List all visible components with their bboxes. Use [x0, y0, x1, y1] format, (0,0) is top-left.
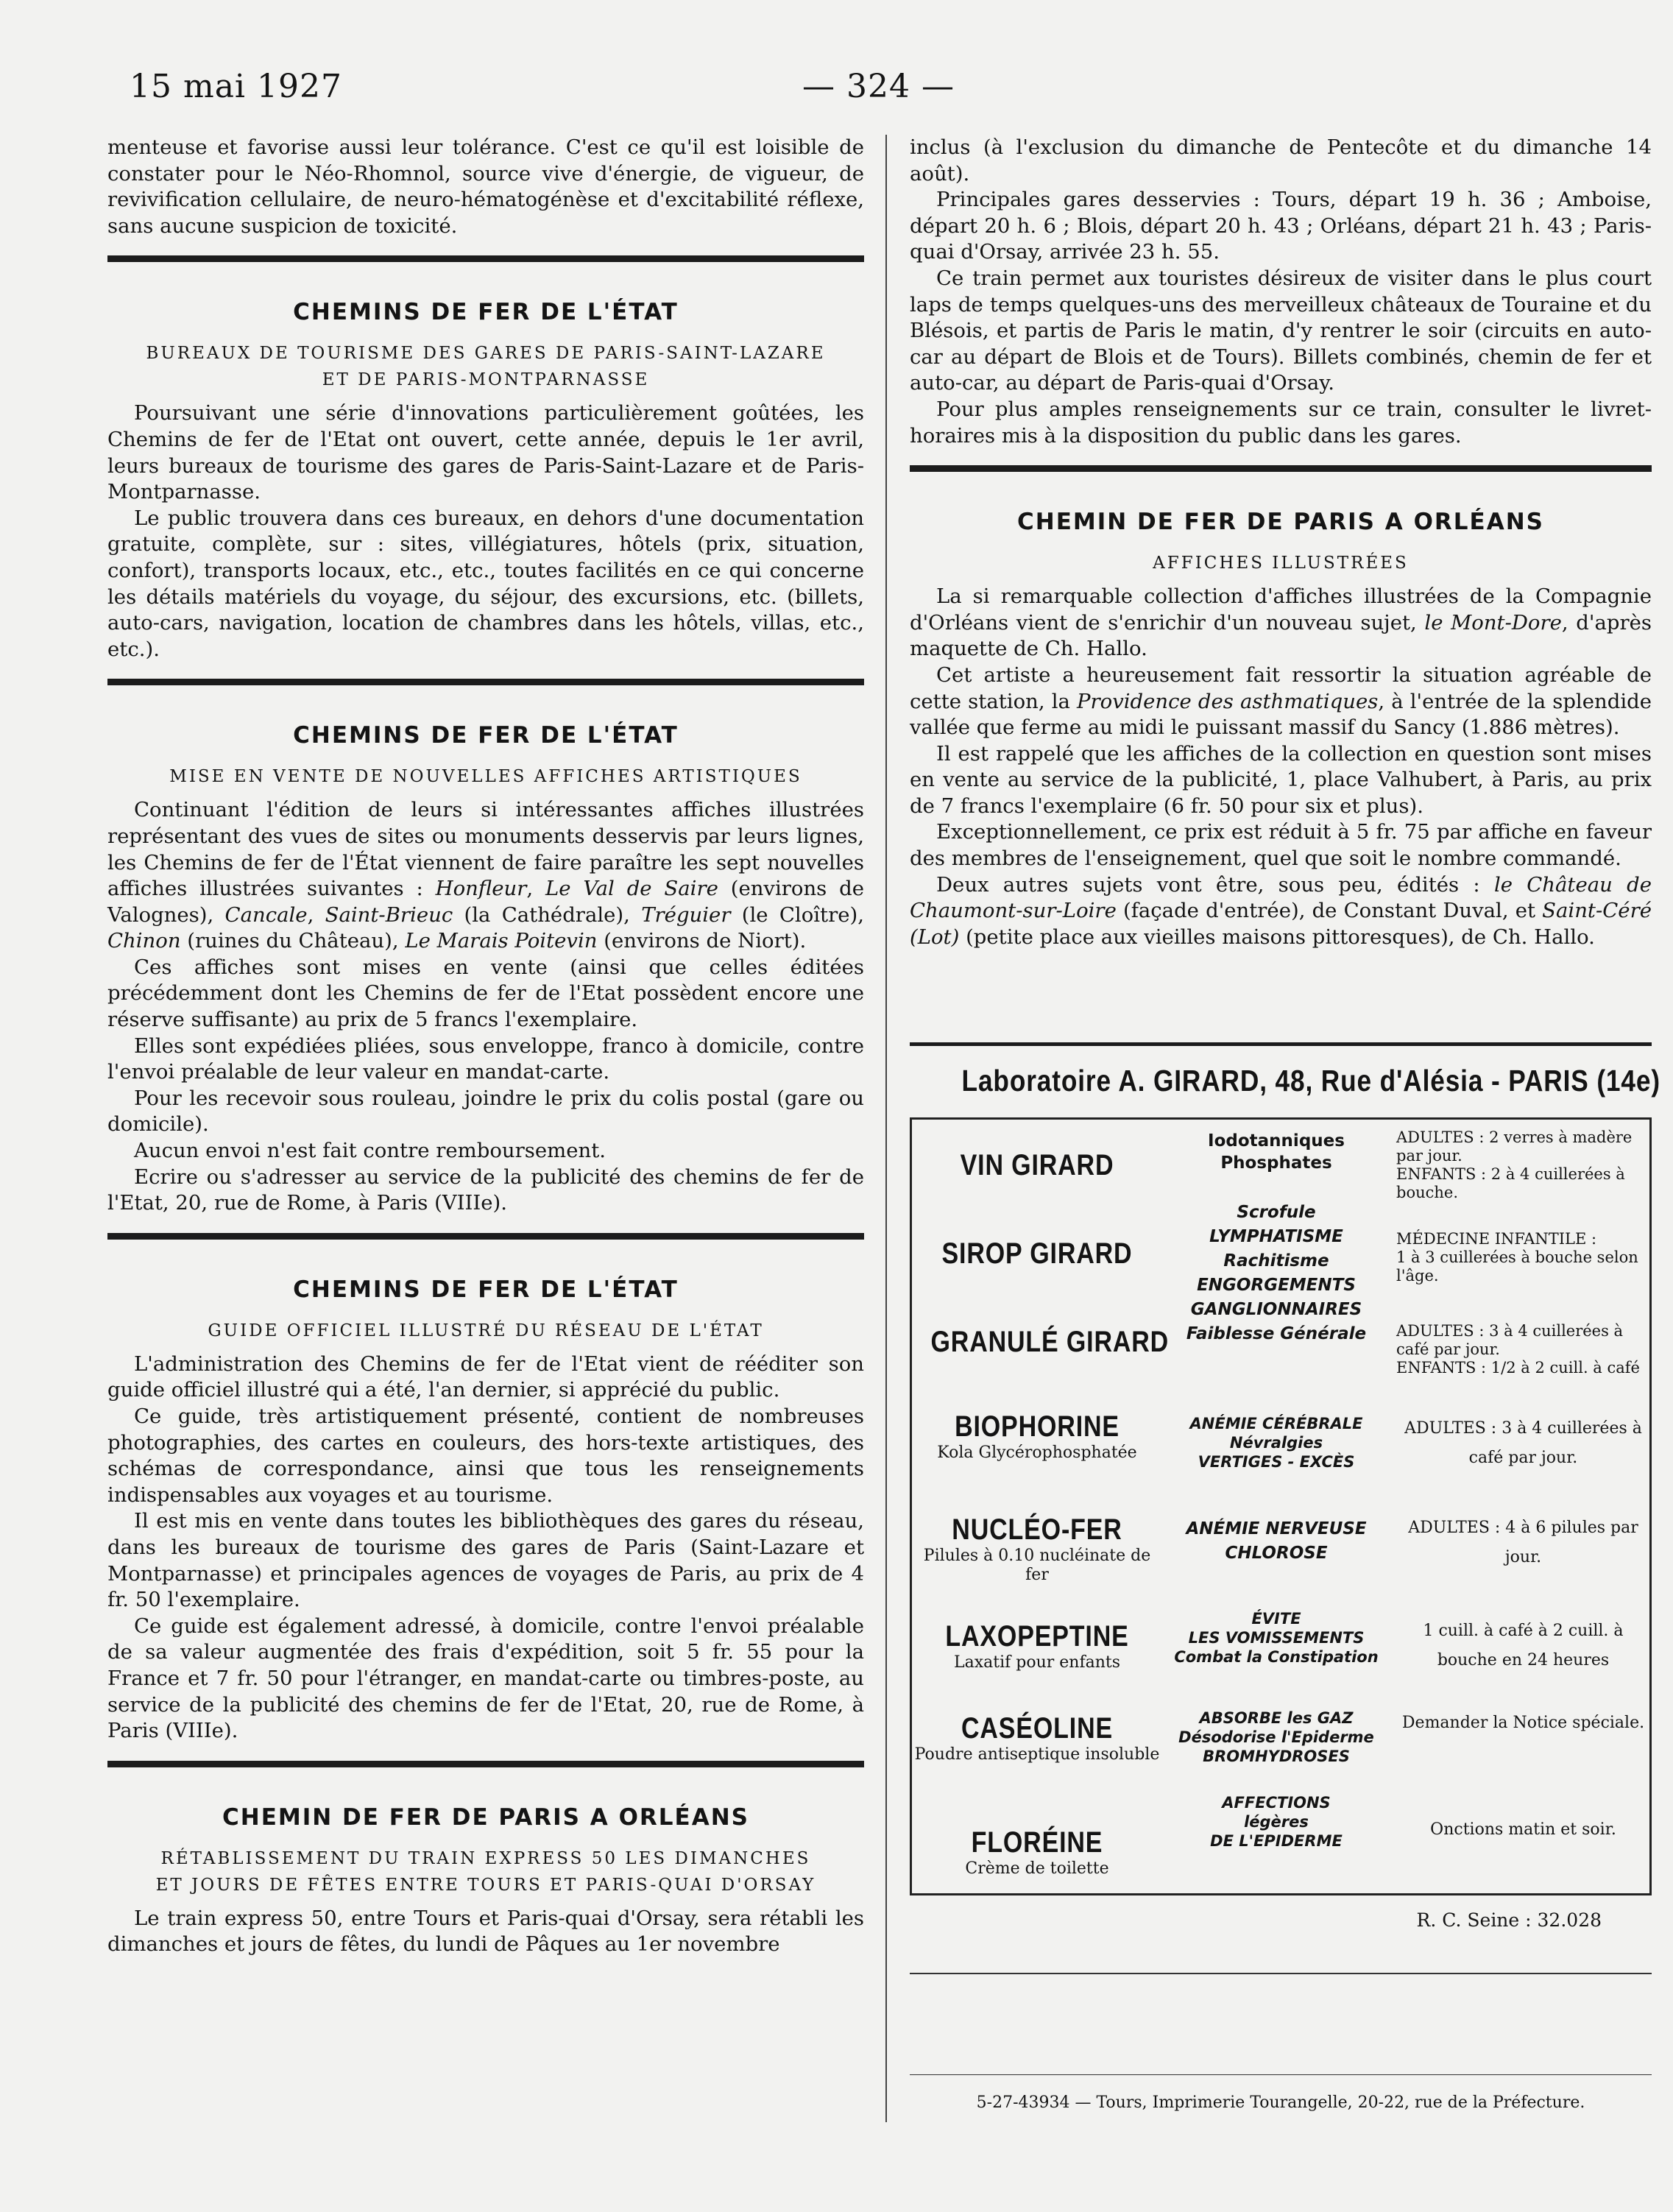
paragraph: Ecrire ou s'adresser au service de la publicité des chemins de fer de l'Etat, 20, rue de Rome, à Paris (VIIIe). — [107, 1165, 864, 1215]
printer-imprint: 5-27-43934 — Tours, Imprimerie Tourangelle, 20-22, rue de la Préfecture. — [976, 2093, 1585, 2112]
section-subtitle: RÉTABLISSEMENT DU TRAIN EXPRESS 50 LES DIMANCHES — [160, 1848, 811, 1868]
product-floreine: FLORÉINE Crème de toilette — [965, 1826, 1109, 1878]
paragraph: Il est mis en vente dans toutes les bibliothèques des gares du réseau, dans les bureaux de tourisme des gares de Paris (Saint-Lazare et Montparnasse) et principales agences de voyages de Paris, au prix de 4 fr. 50 l'exemplaire. — [107, 1509, 864, 1612]
dosage-sirop-girard: MÉDECINE INFANTILE : 1 à 3 cuillerées à bouche selon l'âge. — [1396, 1230, 1638, 1285]
section-subtitle: ET JOURS DE FÊTES ENTRE TOURS ET PARIS-QUAI D'ORSAY — [155, 1875, 816, 1895]
section-title: CHEMIN DE FER DE PARIS A ORLÉANS — [222, 1803, 749, 1831]
section-title: CHEMINS DE FER DE L'ÉTAT — [293, 299, 679, 326]
section-subtitle: BUREAUX DE TOURISME DES GARES DE PARIS-SAINT-LAZARE — [146, 344, 826, 364]
section-rule — [107, 1761, 864, 1767]
product-caseoline: CASÉOLINE Poudre antiseptique insoluble — [914, 1712, 1160, 1764]
footer-rule — [910, 2074, 1652, 2075]
paragraph: Exceptionnellement, ce prix est réduit à 5 fr. 75 par affiche en faveur des membres de l'enseignement, quel que soit le nombre commandé. — [910, 820, 1652, 871]
section-guide-officiel — [107, 1276, 864, 1745]
indications-girard: Scrofule LYMPHATISME Rachitisme ENGORGEMENTS GANGLIONNAIRES Faiblesse Générale — [1186, 1203, 1367, 1343]
footer-rule — [910, 1973, 1652, 1974]
ad-table — [910, 1117, 1652, 1895]
left-column — [107, 135, 864, 1958]
page-number: — 324 — — [802, 68, 955, 105]
section-rule — [107, 255, 864, 262]
section-title: CHEMINS DE FER DE L'ÉTAT — [293, 1276, 679, 1303]
indications-biophorine: ANÉMIE CÉRÉBRALE Névralgies VERTIGES - EXCÈS — [1189, 1415, 1363, 1471]
section-rule — [910, 465, 1652, 472]
dosage-biophorine: ADULTES : 3 à 4 cuillerées à café par jour. — [1404, 1419, 1642, 1467]
section-subtitle: ET DE PARIS-MONTPARNASSE — [322, 370, 650, 390]
section-train-express — [107, 1804, 864, 1958]
paragraph: La si remarquable collection d'affiches illustrées de la Compagnie d'Orléans vient de s'enrichir d'un nouveau sujet, le Mont-Dore, d'après maquette de Ch. Hallo. — [910, 584, 1652, 661]
paragraph: inclus (à l'exclusion du dimanche de Pentecôte et du dimanche 14 août). — [910, 135, 1652, 185]
indications-caseoline: ABSORBE les GAZ Désodorise l'Epiderme BROMHYDROSES — [1178, 1709, 1374, 1765]
paragraph: Ce guide, très artistiquement présenté, contient de nombreuses photographies, des cartes en couleurs, des hors-texte artistiques, des schémas de correspondance, ainsi que tous les renseignements indispensables aux voyages et au tourisme. — [107, 1404, 864, 1507]
product-biophorine: BIOPHORINE Kola Glycérophosphatée — [937, 1410, 1137, 1462]
paragraph: Deux autres sujets vont être, sous peu, édités : le Château de Chaumont-sur-Loire (façade d'entrée), de Constant Duval, et Saint-Céré (Lot) (petite place aux vieilles maisons pittoresques), de Ch. Hallo. — [910, 872, 1652, 949]
right-column — [910, 135, 1652, 950]
section-title: CHEMIN DE FER DE PARIS A ORLÉANS — [1017, 509, 1544, 536]
product-granule-girard: GRANULÉ GIRARD — [930, 1326, 1170, 1358]
section-rule — [107, 679, 864, 685]
intro-paragraph: menteuse et favorise aussi leur tolérance. C'est ce qu'il est loisible de constater pour le Néo-Rhomnol, source vive d'énergie, de vigueur, de revivification cellulaire, de neuro-hématogénèse et d'excitabilité réflexe, sans aucune suspicion de toxicité. — [107, 135, 864, 238]
paragraph: Il est rappelé que les affiches de la collection en question sont mises en vente au service de la publicité, 1, place Valhubert, à Paris, au prix de 7 francs l'exemplaire (6 fr. 50 pour six et plus). — [910, 741, 1652, 818]
section-bureaux-tourisme — [107, 299, 864, 662]
dosage-vin-girard: ADULTES : 2 verres à madère par jour. ENFANTS : 2 à 4 cuillerées à bouche. — [1396, 1128, 1633, 1201]
paragraph: Ces affiches sont mises en vente (ainsi que celles éditées précédemment dont les Chemins de fer de l'Etat possèdent encore une réserve suffisante) au prix de 5 francs l'exemplaire. — [107, 955, 864, 1032]
indications-floreine: AFFECTIONS légères DE L'EPIDERME — [1210, 1794, 1343, 1850]
section-affiches-illustrees — [910, 509, 1652, 950]
section-rule — [107, 1233, 864, 1240]
paragraph: Ce guide est également adressé, à domicile, contre l'envoi préalable de sa valeur augmentée des frais d'expédition, soit 5 fr. 55 pour la France et 7 fr. 50 pour l'étranger, en mandat-carte ou timbres-poste, au service de la publicité des chemins de fer de l'Etat, 20, rue de Rome, à Paris (VIIIe). — [107, 1614, 864, 1743]
paragraph: Le public trouvera dans ces bureaux, en dehors d'une documentation gratuite, complète, sur : sites, villégiatures, hôtels (prix, situation, confort), transports locaux, etc., etc., toutes facilités en ce qui concerne les détails matériels du voyage, du séjour, des excursions, etc. (billets, auto-cars, navigation, location de chambres dans les hôtels, villas, etc., etc.). — [107, 506, 864, 661]
paragraph: Le train express 50, entre Tours et Paris-quai d'Orsay, sera rétabli les dimanches et jours de fêtes, du lundi de Pâques au 1er novembre — [107, 1906, 864, 1957]
registre-commerce: R. C. Seine : 32.028 — [1416, 1909, 1602, 1931]
paragraph: Elles sont expédiées pliées, sous enveloppe, franco à domicile, contre l'envoi préalable de leur valeur en mandat-carte. — [107, 1033, 864, 1084]
paragraph: L'administration des Chemins de fer de l'Etat vient de rééditer son guide officiel illustré qui a été, l'an dernier, si apprécié du public. — [107, 1351, 864, 1402]
ad-column-head: Iodotanniques Phosphates — [1208, 1131, 1345, 1173]
paragraph: Poursuivant une série d'innovations particulièrement goûtées, les Chemins de fer de l'Etat ont ouvert, cette année, depuis le 1er avril, leurs bureaux de tourisme des gares de Paris-Saint-Lazare et de Paris-Montparnasse. — [107, 401, 864, 504]
ad-title: Laboratoire A. GIRARD, 48, Rue d'Alésia - PARIS (14e) — [961, 1064, 1660, 1098]
dosage-granule-girard: ADULTES : 3 à 4 cuillerées à café par jour. ENFANTS : 1/2 à 2 cuill. à café — [1396, 1322, 1640, 1377]
section-subtitle: AFFICHES ILLUSTRÉES — [1153, 554, 1409, 573]
dosage-nucleo-fer: ADULTES : 4 à 6 pilules par jour. — [1408, 1519, 1638, 1566]
paragraph: Ce train permet aux touristes désireux de visiter dans le plus court laps de temps quelques-uns des merveilleux châteaux de Touraine et du Blésois, et partis de Paris le matin, d'y rentrer le soir (circuits en auto-car au départ de Blois et de Tours). Billets combinés, chemin de fer et auto-car, au départ de Paris-quai d'Orsay. — [910, 266, 1652, 395]
paragraph: Continuant l'édition de leurs si intéressantes affiches illustrées représentant des vues de sites ou monuments desservis par leurs lignes, les Chemins de fer de l'État viennent de faire paraître les sept nouvelles affiches illustrées suivantes : Honfleur, Le Val de Saire (environs de Valognes), Cancale, Saint-Brieuc (la Cathédrale), Tréguier (le Cloître), Chinon (ruines du Château), Le Marais Poitevin (environs de Niort). — [107, 798, 865, 953]
indications-nucleo-fer: ANÉMIE NERVEUSE CHLOROSE — [1186, 1519, 1367, 1563]
section-title: CHEMINS DE FER DE L'ÉTAT — [293, 722, 679, 749]
page-date: 15 mai 1927 — [130, 68, 342, 105]
section-subtitle: MISE EN VENTE DE NOUVELLES AFFICHES ARTISTIQUES — [169, 767, 802, 787]
paragraph: Aucun envoi n'est fait contre remboursement. — [134, 1139, 606, 1163]
ad-top-rule — [910, 1042, 1652, 1046]
paragraph: Cet artiste a heureusement fait ressortir la situation agréable de cette station, la Providence des asthmatiques, à l'entrée de la splendide vallée que ferme au midi le puissant massif du Sancy (1.886 mètres). — [910, 662, 1652, 740]
section-subtitle: GUIDE OFFICIEL ILLUSTRÉ DU RÉSEAU DE L'ÉTAT — [208, 1321, 764, 1340]
indications-laxopeptine: ÉVITE LES VOMISSEMENTS Combat la Constipation — [1174, 1610, 1379, 1666]
paragraph: Pour plus amples renseignements sur ce train, consulter le livret-horaires mis à la disposition du public dans les gares. — [910, 397, 1652, 448]
product-nucleo-fer: NUCLÉO-FER Pilules à 0.10 nucléinate de fer — [923, 1513, 1151, 1584]
paragraph: Principales gares desservies : Tours, départ 19 h. 36 ; Amboise, départ 20 h. 6 ; Blois, départ 20 h. 43 ; Orléans, départ 21 h. 43 ; Paris-quai d'Orsay, arrivée 23 h. 55. — [910, 188, 1652, 264]
paragraph: Pour les recevoir sous rouleau, joindre le prix du colis postal (gare ou domicile). — [107, 1086, 864, 1137]
product-laxopeptine: LAXOPEPTINE Laxatif pour enfants — [945, 1620, 1129, 1672]
product-sirop-girard: SIROP GIRARD — [941, 1237, 1133, 1270]
dosage-laxopeptine: 1 cuill. à café à 2 cuill. à bouche en 24 heures — [1423, 1622, 1624, 1669]
dosage-caseoline: Demander la Notice spéciale. — [1401, 1714, 1645, 1732]
column-divider — [885, 135, 887, 2122]
dosage-floreine: Onctions matin et soir. — [1430, 1820, 1616, 1839]
section-affiches-artistiques — [107, 722, 864, 1217]
girard-advertisement — [910, 1042, 1660, 1895]
product-vin-girard: VIN GIRARD — [960, 1149, 1114, 1181]
